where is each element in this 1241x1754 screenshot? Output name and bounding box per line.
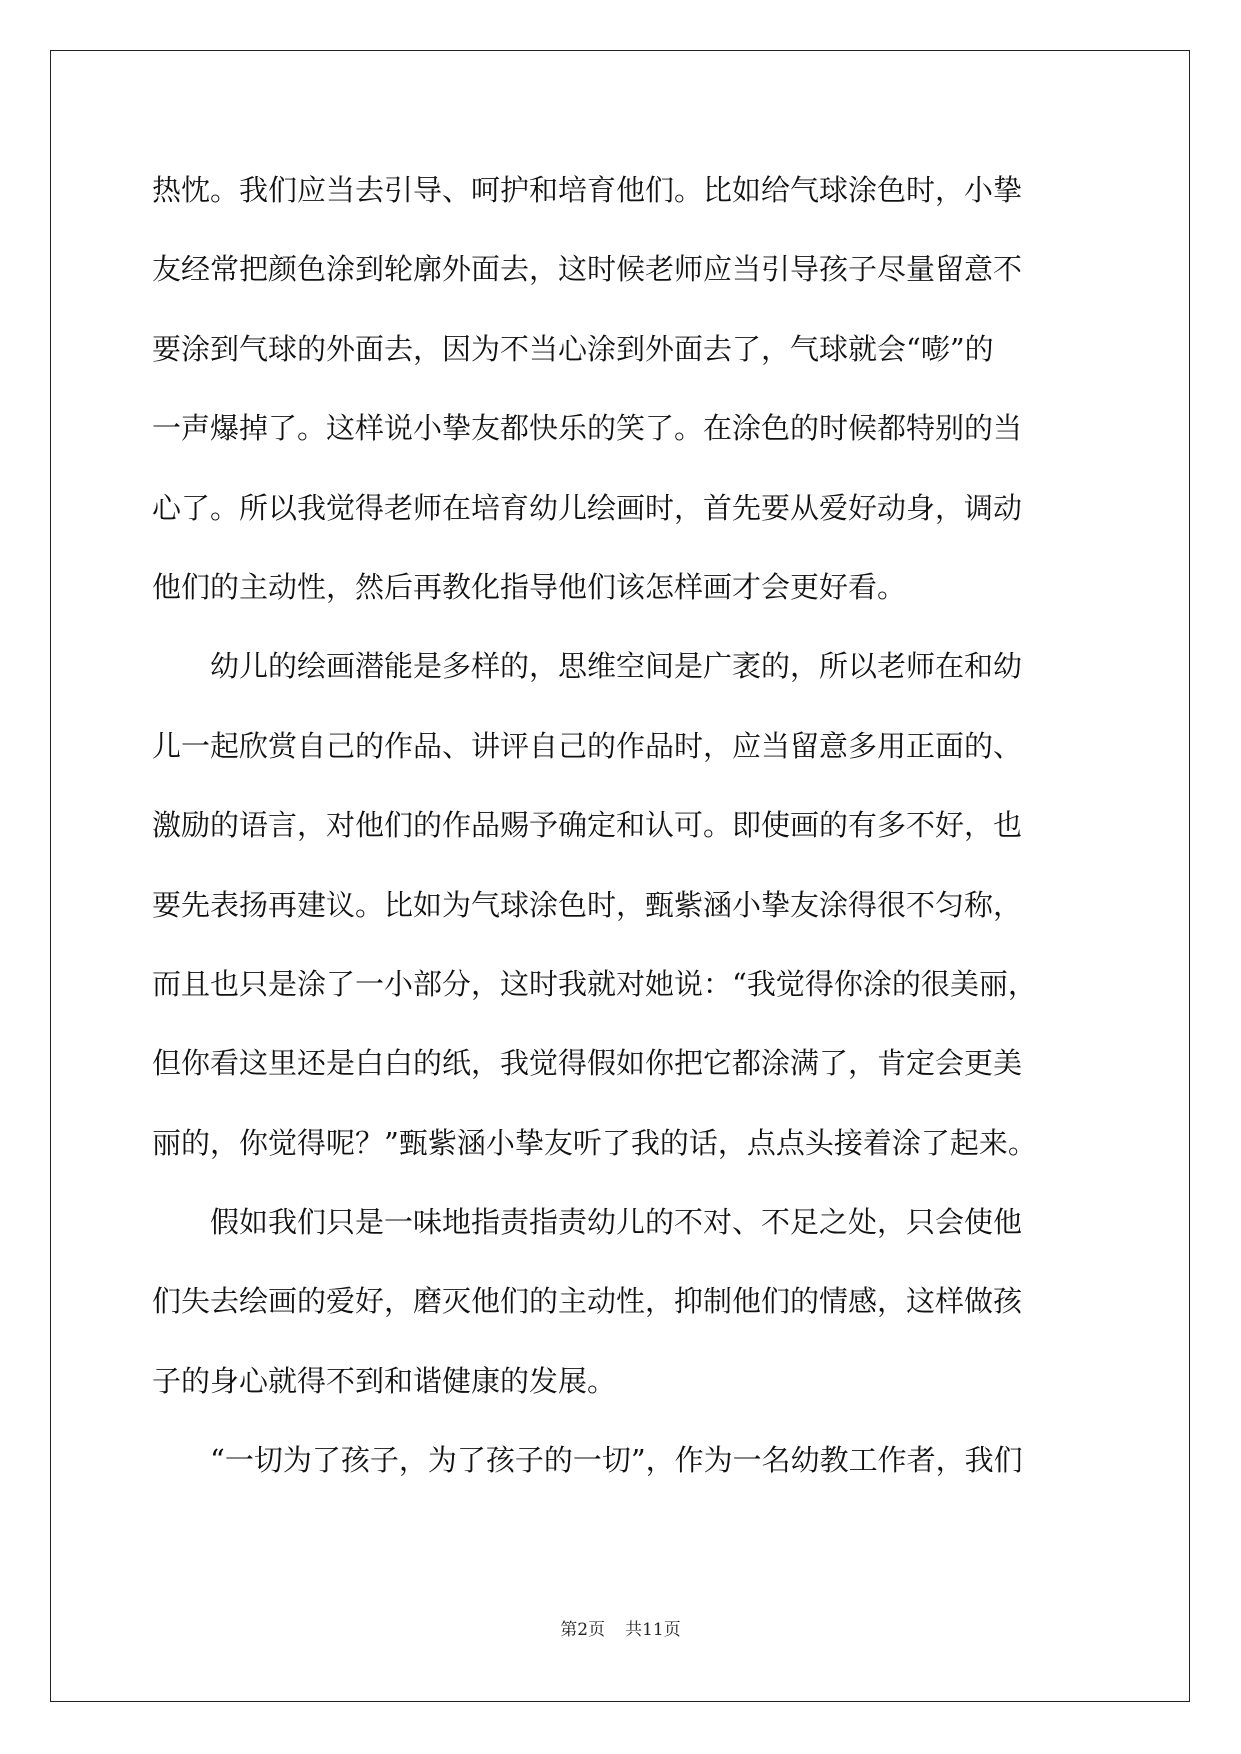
- text-line: 丽的，你觉得呢？”甄紫涵小挚友听了我的话，点点头接着涂了起来。: [152, 1125, 1037, 1160]
- text-line: 他们的主动性，然后再教化指导他们该怎样画才会更好看。: [152, 569, 907, 604]
- text-line: 们失去绘画的爱好，磨灭他们的主动性，抑制他们的情感，这样做孩: [152, 1284, 1023, 1319]
- text-line: 一声爆掉了。这样说小挚友都快乐的笑了。在涂色的时候都特别的当: [152, 411, 1023, 446]
- text-line: 儿一起欣赏自己的作品、讲评自己的作品时，应当留意多用正面的、: [152, 728, 1023, 763]
- paragraph-start-line: 假如我们只是一味地指责指责幼儿的不对、不足之处，只会使他: [210, 1205, 1023, 1240]
- page-number: 第2页: [560, 1620, 606, 1640]
- total-pages: 共11页: [625, 1620, 681, 1640]
- text-line: 要先表扬再建议。比如为气球涂色时，甄紫涵小挚友涂得很不匀称，: [152, 887, 1023, 922]
- text-line: 子的身心就得不到和谐健康的发展。: [152, 1363, 617, 1398]
- text-line: 但你看这里还是白白的纸，我觉得假如你把它都涂满了，肯定会更美: [152, 1046, 1023, 1081]
- text-line: 而且也只是涂了一小部分，这时我就对她说：“我觉得你涂的很美丽，: [152, 966, 1037, 1001]
- paragraph-start-line: “一切为了孩子，为了孩子的一切”，作为一名幼教工作者，我们: [210, 1443, 1023, 1478]
- text-line: 心了。所以我觉得老师在培育幼儿绘画时，首先要从爱好动身，调动: [152, 490, 1023, 525]
- text-line: 热忱。我们应当去引导、呵护和培育他们。比如给气球涂色时，小挚: [152, 173, 1023, 207]
- text-line: 友经常把颜色涂到轮廓外面去，这时候老师应当引导孩子尽量留意不: [152, 252, 1023, 287]
- page-footer: [0, 1618, 1241, 1642]
- document-body: [152, 160, 1092, 1510]
- text-line: 要涂到气球的外面去，因为不当心涂到外面去了，气球就会“嘭”的: [152, 331, 994, 366]
- paragraph-start-line: 幼儿的绘画潜能是多样的，思维空间是广袤的，所以老师在和幼: [210, 649, 1023, 684]
- text-line: 激励的语言，对他们的作品赐予确定和认可。即使画的有多不好，也: [152, 808, 1023, 843]
